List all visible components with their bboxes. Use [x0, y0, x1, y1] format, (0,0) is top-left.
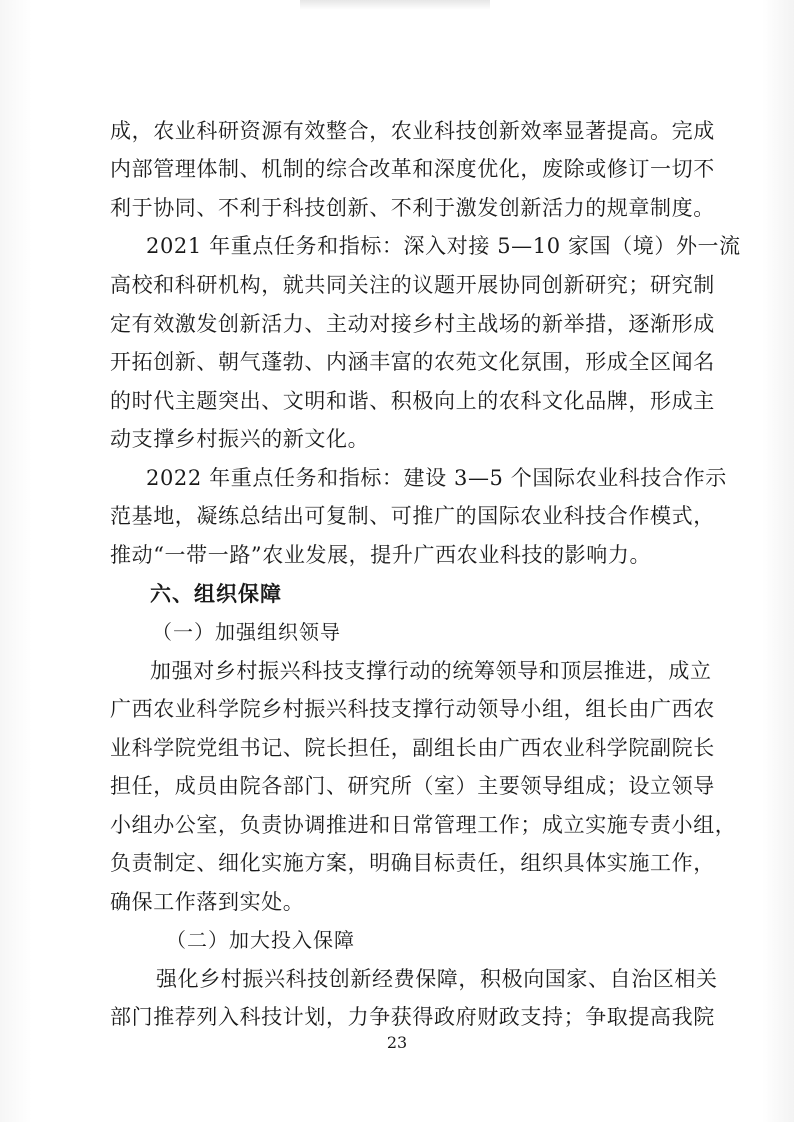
body-line: 利于协同、不利于科技创新、不利于激发创新活力的规章制度。	[110, 196, 715, 220]
paragraph-first-line: 2022 年重点任务和指标：建设 3—5 个国际农业科技合作示	[146, 466, 727, 490]
subsection-heading: （二）加大投入保障	[166, 928, 355, 952]
body-line: 广西农业科学院乡村振兴科技支撑行动领导小组，组长由广西农	[110, 697, 715, 721]
body-line: 的时代主题突出、文明和谐、积极向上的农科文化品牌，形成主	[110, 389, 715, 413]
page-number: 23	[386, 1033, 408, 1052]
body-line: 成，农业科研资源有效整合，农业科技创新效率显著提高。完成	[110, 119, 715, 143]
body-line: 定有效激发创新活力、主动对接乡村主战场的新举措，逐渐形成	[110, 312, 715, 336]
body-line: 高校和科研机构，就共同关注的议题开展协同创新研究；研究制	[110, 273, 715, 297]
body-line: 小组办公室，负责协调推进和日常管理工作；成立实施专责小组，	[110, 813, 737, 837]
scan-artifact	[300, 0, 490, 10]
body-line: 推动“一带一路”农业发展，提升广西农业科技的影响力。	[110, 543, 652, 567]
body-line: 业科学院党组书记、院长担任，副组长由广西农业科学院副院长	[110, 736, 715, 760]
paragraph-first-line: 强化乡村振兴科技创新经费保障，积极向国家、自治区相关	[156, 967, 718, 991]
body-line: 开拓创新、朝气蓬勃、内涵丰富的农苑文化氛围，形成全区闻名	[110, 350, 715, 374]
body-line: 担任，成员由院各部门、研究所（室）主要领导组成；设立领导	[110, 774, 715, 798]
body-line: 范基地，凝练总结出可复制、可推广的国际农业科技合作模式，	[110, 504, 715, 528]
section-heading: 六、组织保障	[150, 582, 282, 606]
paragraph-first-line: 加强对乡村振兴科技支撑行动的统筹领导和顶层推进，成立	[150, 659, 712, 683]
body-line: 动支撑乡村振兴的新文化。	[110, 427, 370, 451]
body-line: 确保工作落到实处。	[110, 890, 305, 914]
body-line: 部门推荐列入科技计划，力争获得政府财政支持；争取提高我院	[110, 1005, 715, 1029]
body-line: 负责制定、细化实施方案，明确目标责任，组织具体实施工作，	[110, 851, 715, 875]
body-line: 内部管理体制、机制的综合改革和深度优化，废除或修订一切不	[110, 157, 715, 181]
subsection-heading: （一）加强组织领导	[152, 620, 341, 644]
paragraph-first-line: 2021 年重点任务和指标：深入对接 5—10 家国（境）外一流	[146, 234, 741, 258]
